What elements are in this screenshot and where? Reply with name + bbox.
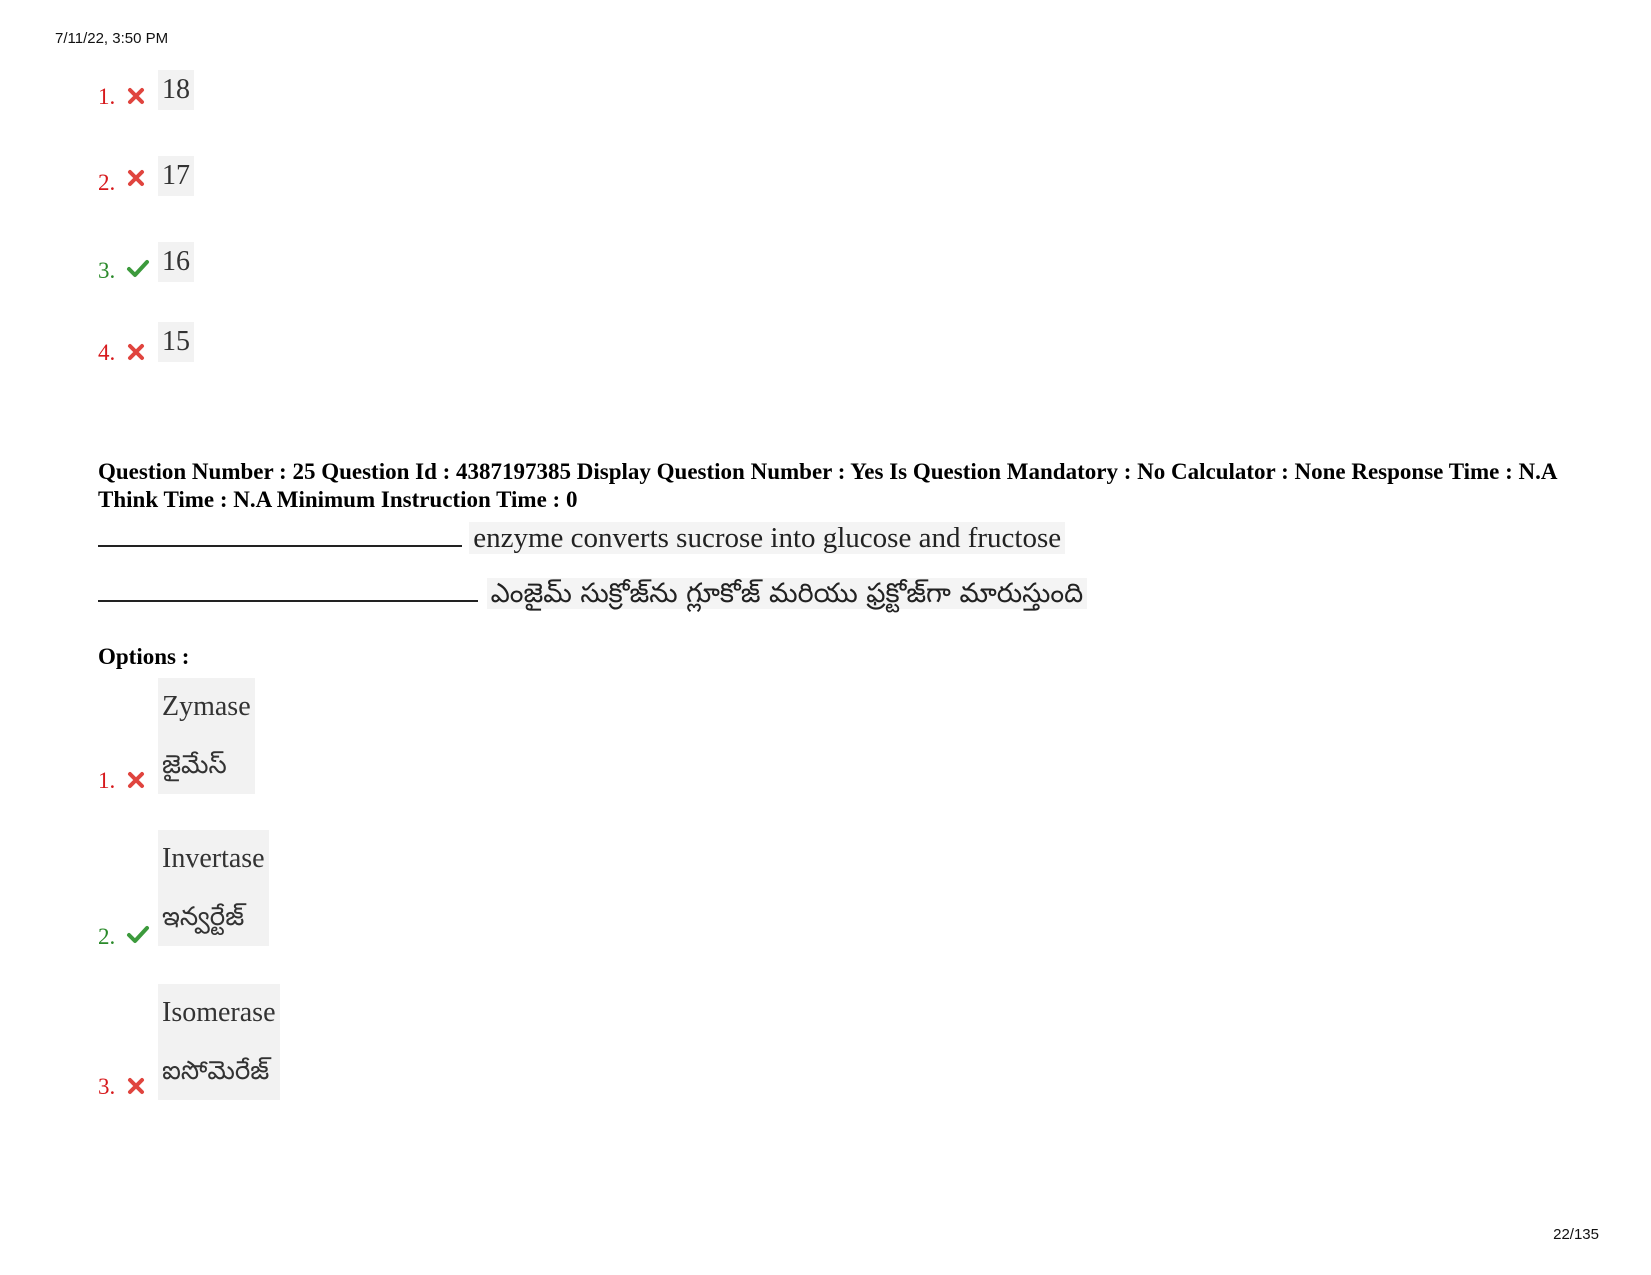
print-datetime: 7/11/22, 3:50 PM (55, 30, 169, 47)
option-number: 4. (98, 340, 116, 365)
question-stem-english (98, 522, 1065, 555)
option-content (158, 830, 269, 946)
option-content (158, 984, 280, 1100)
check-icon (126, 924, 150, 944)
option-number: 1. (98, 768, 116, 793)
option-text-en: Invertase (162, 843, 265, 874)
cross-icon (126, 168, 146, 188)
cross-icon (126, 770, 146, 790)
question-meta: Question Number : 25 Question Id : 4387197385 Display Question Number : Yes Is Question Mandatory : No Calculator : None Response Time : N.A Think Time : N.A Minimum Instruction Time : 0 (98, 459, 1557, 512)
cross-icon (126, 1076, 146, 1096)
option-number: 3. (98, 258, 116, 283)
option-content (158, 678, 255, 794)
check-icon (126, 258, 150, 278)
cross-icon (126, 342, 146, 362)
answer-blank (98, 523, 462, 547)
option-text-te: జైమేస్ (162, 750, 227, 780)
option-text-en: Isomerase (162, 997, 276, 1028)
option-number: 3. (98, 1074, 116, 1099)
question-stem-telugu (98, 578, 1087, 616)
option-text: 16 (158, 242, 194, 282)
option-text-en: Zymase (162, 691, 251, 722)
page-number: 22/135 (1553, 1226, 1599, 1243)
option-text: 18 (158, 70, 194, 110)
option-number: 1. (98, 84, 116, 109)
option-number: 2. (98, 170, 116, 195)
stem-text-te: ఎంజైమ్ సుక్రోజ్‌ను గ్లూకోజ్ మరియు ఫ్రక్టోజ్‌గా మారుస్తుంది (487, 578, 1088, 609)
cross-icon (126, 86, 146, 106)
stem-text-en: enzyme converts sucrose into glucose and fructose (469, 522, 1065, 554)
option-text: 15 (158, 322, 194, 362)
option-text-te: ఐసోమెరేజ్ (162, 1056, 270, 1086)
options-label: Options : (98, 644, 190, 669)
answer-blank (98, 578, 478, 602)
option-text-te: ఇన్వర్టేజ్ (162, 902, 245, 932)
option-number: 2. (98, 924, 116, 949)
option-text: 17 (158, 156, 194, 196)
